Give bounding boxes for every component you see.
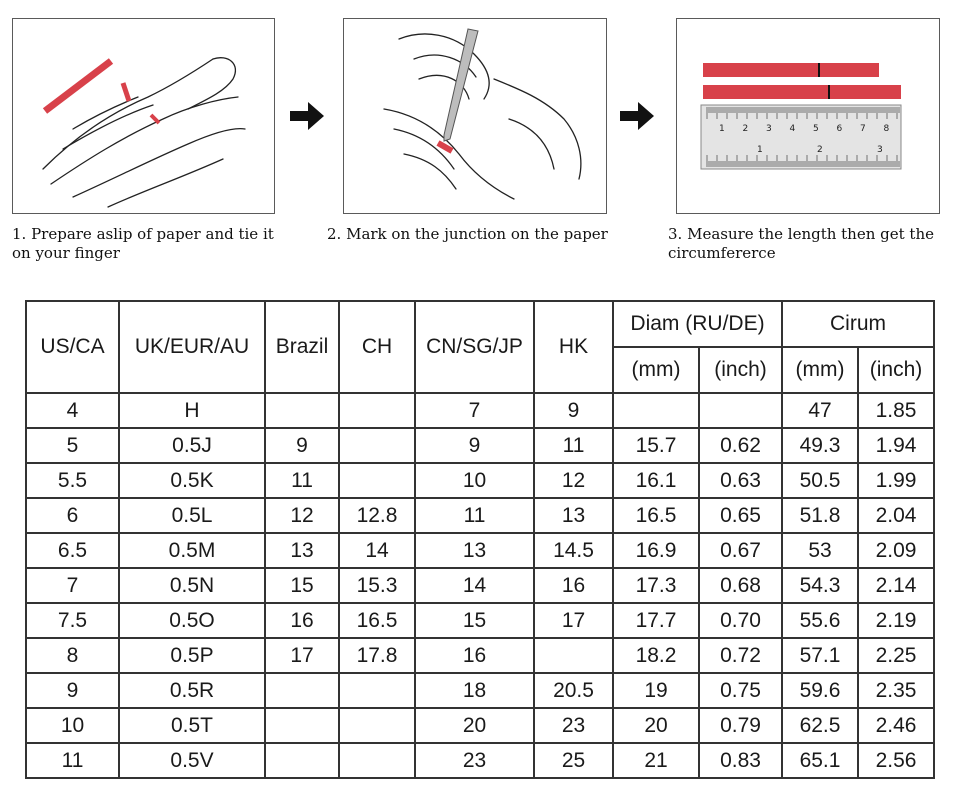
cell-ch xyxy=(339,393,415,428)
hand-mark-illustration xyxy=(344,19,606,213)
cell-diam-mm: 21 xyxy=(613,743,699,778)
cell-cn-sg-jp: 23 xyxy=(415,743,534,778)
cell-cn-sg-jp: 16 xyxy=(415,638,534,673)
cell-brazil: 15 xyxy=(265,568,339,603)
cell-ch: 15.3 xyxy=(339,568,415,603)
cell-hk: 13 xyxy=(534,498,613,533)
cell-us-ca: 4 xyxy=(26,393,119,428)
cell-cn-sg-jp: 9 xyxy=(415,428,534,463)
cell-cirum-mm: 50.5 xyxy=(782,463,858,498)
cell-brazil: 9 xyxy=(265,428,339,463)
cell-brazil: 11 xyxy=(265,463,339,498)
cell-cirum-inch: 1.85 xyxy=(858,393,934,428)
cell-us-ca: 7.5 xyxy=(26,603,119,638)
cell-cirum-inch: 2.19 xyxy=(858,603,934,638)
cell-brazil: 17 xyxy=(265,638,339,673)
cell-cn-sg-jp: 15 xyxy=(415,603,534,638)
cell-cirum-mm: 53 xyxy=(782,533,858,568)
cell-hk: 14.5 xyxy=(534,533,613,568)
ruler-label-bottom: 2 xyxy=(817,145,823,155)
table-row xyxy=(26,708,934,743)
header-diam-mm: (mm) xyxy=(613,347,699,393)
cell-cirum-mm: 54.3 xyxy=(782,568,858,603)
table-row xyxy=(26,673,934,708)
cell-ch: 14 xyxy=(339,533,415,568)
table-row xyxy=(26,498,934,533)
table-row xyxy=(26,393,934,428)
cell-hk: 25 xyxy=(534,743,613,778)
cell-uk-eur-au: 0.5J xyxy=(119,428,265,463)
ruler-label-top: 7 xyxy=(860,124,866,134)
cell-hk: 11 xyxy=(534,428,613,463)
cell-diam-mm: 19 xyxy=(613,673,699,708)
cell-cn-sg-jp: 18 xyxy=(415,673,534,708)
ruler-label-bottom: 3 xyxy=(877,145,883,155)
cell-diam-inch: 0.75 xyxy=(699,673,782,708)
step-1-caption xyxy=(12,225,312,263)
cell-diam-inch: 0.63 xyxy=(699,463,782,498)
ruler-label-top: 1 xyxy=(719,124,725,134)
cell-us-ca: 11 xyxy=(26,743,119,778)
cell-ch: 17.8 xyxy=(339,638,415,673)
ruler-label-bottom: 1 xyxy=(757,145,763,155)
cell-us-ca: 7 xyxy=(26,568,119,603)
cell-us-ca: 6.5 xyxy=(26,533,119,568)
cell-ch xyxy=(339,708,415,743)
cell-cn-sg-jp: 11 xyxy=(415,498,534,533)
cell-uk-eur-au: 0.5T xyxy=(119,708,265,743)
header-cn-sg-jp: CN/SG/JP xyxy=(415,301,534,393)
header-diam: Diam (RU/DE) xyxy=(613,301,782,347)
cell-uk-eur-au: 0.5N xyxy=(119,568,265,603)
cell-diam-inch: 0.83 xyxy=(699,743,782,778)
step-3-caption-line2: circumfererce xyxy=(668,244,776,262)
table-row xyxy=(26,743,934,778)
ruler-label-top: 4 xyxy=(789,124,796,134)
cell-diam-inch: 0.62 xyxy=(699,428,782,463)
cell-us-ca: 6 xyxy=(26,498,119,533)
cell-diam-mm: 16.5 xyxy=(613,498,699,533)
cell-us-ca: 5 xyxy=(26,428,119,463)
table-row xyxy=(26,533,934,568)
cell-cirum-inch: 2.46 xyxy=(858,708,934,743)
cell-diam-mm: 18.2 xyxy=(613,638,699,673)
step-3-caption xyxy=(668,225,956,263)
cell-cirum-mm: 49.3 xyxy=(782,428,858,463)
cell-us-ca: 5.5 xyxy=(26,463,119,498)
cell-cirum-inch: 2.04 xyxy=(858,498,934,533)
cell-diam-mm: 17.3 xyxy=(613,568,699,603)
table-row xyxy=(26,428,934,463)
cell-ch xyxy=(339,743,415,778)
ruler-label-top: 8 xyxy=(883,124,890,134)
cell-cirum-inch: 1.94 xyxy=(858,428,934,463)
cell-cirum-mm: 59.6 xyxy=(782,673,858,708)
header-uk-eur-au: UK/EUR/AU xyxy=(119,301,265,393)
step-1-caption-line1: 1. Prepare aslip of paper and tie it xyxy=(12,225,274,243)
step-1-illustration xyxy=(12,18,275,214)
cell-diam-inch: 0.72 xyxy=(699,638,782,673)
step-2-illustration xyxy=(343,18,607,214)
cell-cn-sg-jp: 14 xyxy=(415,568,534,603)
cell-diam-inch: 0.79 xyxy=(699,708,782,743)
cell-hk: 20.5 xyxy=(534,673,613,708)
cell-us-ca: 10 xyxy=(26,708,119,743)
header-diam-inch: (inch) xyxy=(699,347,782,393)
arrow-right-icon xyxy=(290,102,324,130)
cell-brazil: 13 xyxy=(265,533,339,568)
ruler-icon xyxy=(701,105,901,169)
cell-hk: 9 xyxy=(534,393,613,428)
cell-diam-mm: 17.7 xyxy=(613,603,699,638)
cell-ch xyxy=(339,673,415,708)
cell-brazil xyxy=(265,743,339,778)
cell-hk: 16 xyxy=(534,568,613,603)
cell-cirum-mm: 65.1 xyxy=(782,743,858,778)
cell-brazil xyxy=(265,393,339,428)
table-row xyxy=(26,603,934,638)
cell-uk-eur-au: 0.5P xyxy=(119,638,265,673)
cell-uk-eur-au: 0.5K xyxy=(119,463,265,498)
header-cirum: Cirum xyxy=(782,301,934,347)
cell-uk-eur-au: 0.5L xyxy=(119,498,265,533)
step-2-caption-line1: 2. Mark on the junction on the paper xyxy=(327,225,608,243)
ruler-label-top: 6 xyxy=(836,124,843,134)
cell-diam-mm: 16.1 xyxy=(613,463,699,498)
cell-diam-inch: 0.68 xyxy=(699,568,782,603)
cell-cirum-inch: 2.14 xyxy=(858,568,934,603)
ring-size-table xyxy=(25,300,935,779)
cell-cn-sg-jp: 20 xyxy=(415,708,534,743)
cell-diam-inch: 0.70 xyxy=(699,603,782,638)
ruler-label-top: 5 xyxy=(813,124,819,134)
cell-cn-sg-jp: 13 xyxy=(415,533,534,568)
cell-ch: 16.5 xyxy=(339,603,415,638)
cell-hk: 23 xyxy=(534,708,613,743)
cell-cirum-mm: 57.1 xyxy=(782,638,858,673)
cell-uk-eur-au: 0.5O xyxy=(119,603,265,638)
header-hk: HK xyxy=(534,301,613,393)
step-1-caption-line2: on your finger xyxy=(12,244,120,262)
cell-ch: 12.8 xyxy=(339,498,415,533)
cell-ch xyxy=(339,428,415,463)
table-row xyxy=(26,568,934,603)
step-2-caption xyxy=(327,225,647,244)
cell-diam-inch: 0.67 xyxy=(699,533,782,568)
ruler-measure-illustration xyxy=(677,19,939,213)
cell-hk: 12 xyxy=(534,463,613,498)
cell-uk-eur-au: H xyxy=(119,393,265,428)
cell-cirum-mm: 51.8 xyxy=(782,498,858,533)
cell-ch xyxy=(339,463,415,498)
cell-cirum-mm: 55.6 xyxy=(782,603,858,638)
header-cirum-inch: (inch) xyxy=(858,347,934,393)
cell-hk: 17 xyxy=(534,603,613,638)
cell-cirum-inch: 2.09 xyxy=(858,533,934,568)
cell-us-ca: 9 xyxy=(26,673,119,708)
cell-uk-eur-au: 0.5V xyxy=(119,743,265,778)
cell-diam-mm: 20 xyxy=(613,708,699,743)
cell-cirum-mm: 62.5 xyxy=(782,708,858,743)
hand-wrap-illustration xyxy=(13,19,274,213)
cell-diam-mm xyxy=(613,393,699,428)
cell-cn-sg-jp: 7 xyxy=(415,393,534,428)
cell-cirum-inch: 2.25 xyxy=(858,638,934,673)
cell-uk-eur-au: 0.5R xyxy=(119,673,265,708)
cell-brazil: 12 xyxy=(265,498,339,533)
cell-us-ca: 8 xyxy=(26,638,119,673)
arrow-right-icon xyxy=(620,102,654,130)
header-brazil: Brazil xyxy=(265,301,339,393)
ruler-label-top: 2 xyxy=(742,124,749,134)
cell-diam-mm: 15.7 xyxy=(613,428,699,463)
cell-cn-sg-jp: 10 xyxy=(415,463,534,498)
header-ch: CH xyxy=(339,301,415,393)
cell-diam-inch xyxy=(699,393,782,428)
cell-diam-mm: 16.9 xyxy=(613,533,699,568)
cell-brazil xyxy=(265,708,339,743)
cell-cirum-inch: 2.56 xyxy=(858,743,934,778)
cell-cirum-inch: 1.99 xyxy=(858,463,934,498)
ruler-label-top: 3 xyxy=(766,124,772,134)
table-row xyxy=(26,638,934,673)
cell-diam-inch: 0.65 xyxy=(699,498,782,533)
cell-cirum-mm: 47 xyxy=(782,393,858,428)
cell-brazil xyxy=(265,673,339,708)
cell-uk-eur-au: 0.5M xyxy=(119,533,265,568)
table-row xyxy=(26,463,934,498)
cell-hk xyxy=(534,638,613,673)
cell-cirum-inch: 2.35 xyxy=(858,673,934,708)
step-3-caption-line1: 3. Measure the length then get the xyxy=(668,225,934,243)
header-cirum-mm: (mm) xyxy=(782,347,858,393)
step-3-illustration xyxy=(676,18,940,214)
header-us-ca: US/CA xyxy=(26,301,119,393)
cell-brazil: 16 xyxy=(265,603,339,638)
